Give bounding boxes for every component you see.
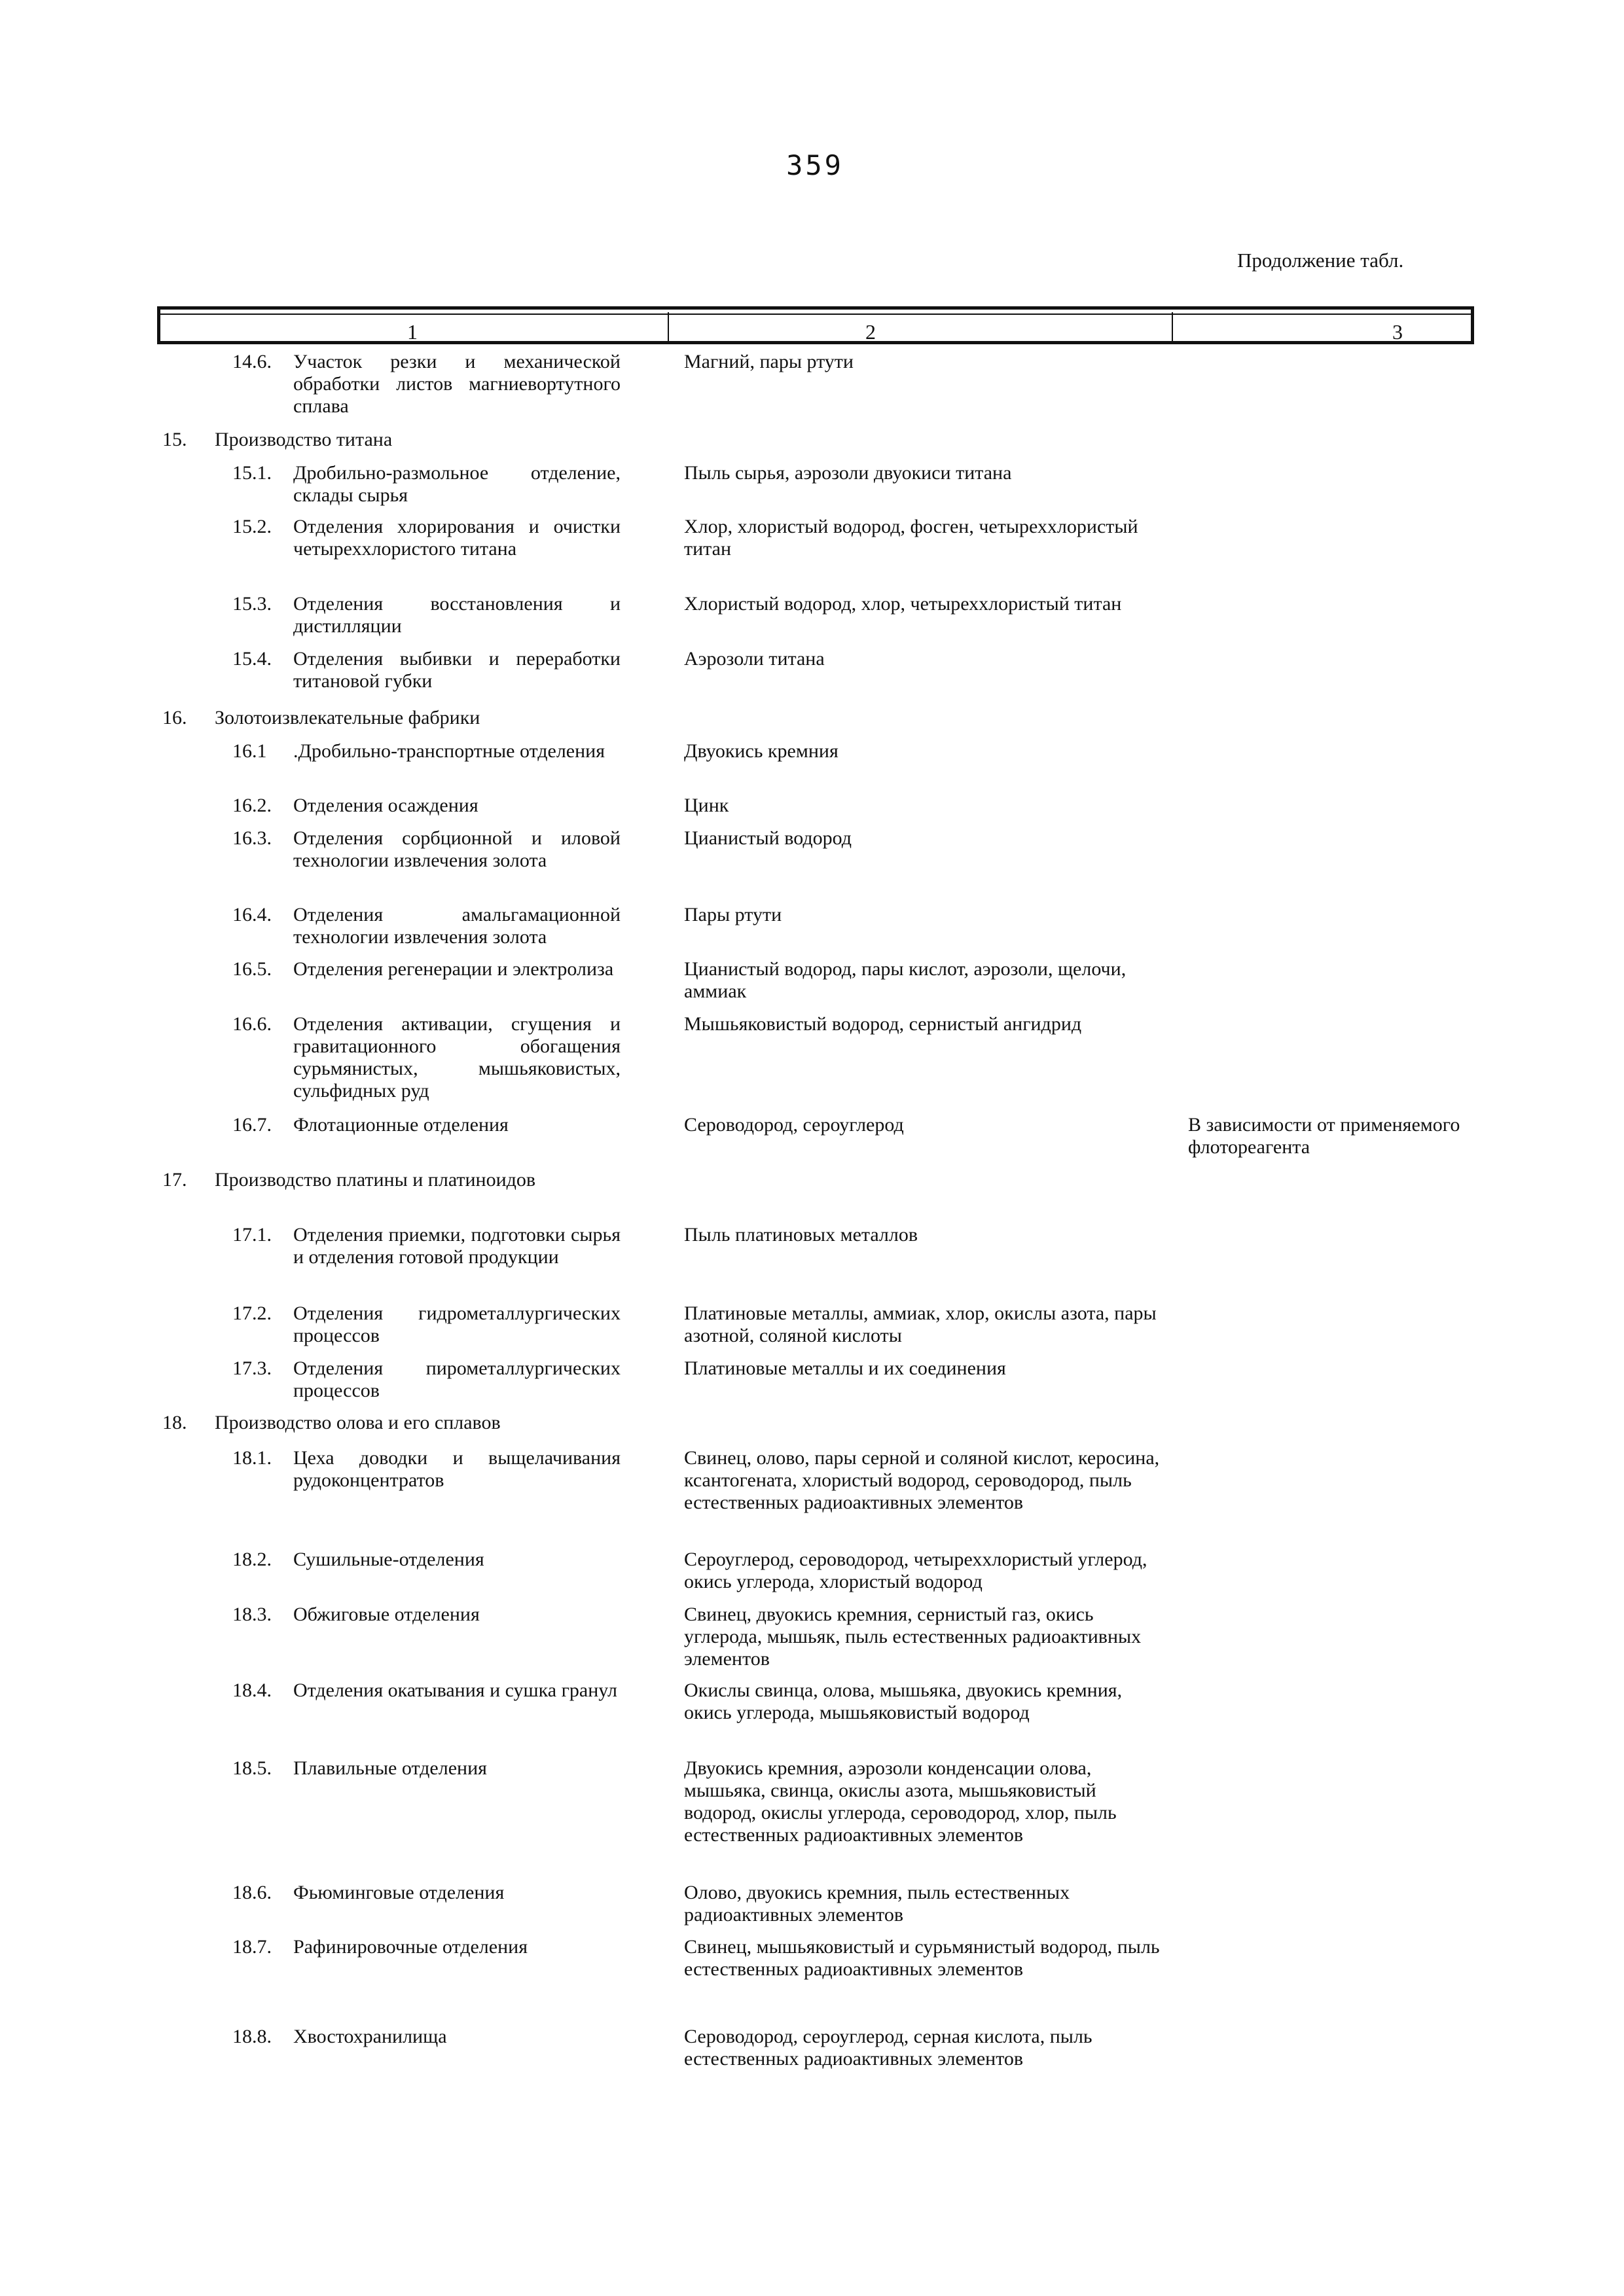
row-substances: Двуокись кремния	[684, 740, 839, 762]
column-divider	[1172, 312, 1173, 341]
section-title: Производство олова и его сплавов	[215, 1412, 501, 1433]
row-substances: Хлористый водород, хлор, четыреххлористый титан	[684, 593, 1122, 615]
row-department: .Дробильно-транспортные отделения	[293, 740, 605, 762]
row-department: Отделения хлорирования и очистки четыреххлористого титана	[293, 516, 621, 560]
row-substances: Окислы свинца, олова, мышьяка, двуокись кремния, окись углерода, мышьяковистый водород	[684, 1679, 1123, 1723]
row-department: Плавильные отделения	[293, 1757, 487, 1779]
row-department: Отделения пирометаллургических процессов	[293, 1357, 621, 1401]
row-number: 18.4.	[232, 1679, 272, 1701]
column-header-1: 1	[407, 320, 418, 344]
row-number: 18.1.	[232, 1447, 272, 1469]
row-department: Фьюминговые отделения	[293, 1882, 505, 1903]
section-number: 17.	[162, 1169, 187, 1191]
row-substances: Свинец, мышьяковистый и сурьмянистый водород, пыль естественных радиоактивных элементов	[684, 1936, 1160, 1980]
row-substances: Пары ртути	[684, 904, 782, 925]
header-double-rule	[160, 314, 1471, 315]
row-substances: Олово, двуокись кремния, пыль естественных радиоактивных элементов	[684, 1882, 1070, 1926]
row-substances: Свинец, двуокись кремния, сернистый газ, окись углерода, мышьяк, пыль естественных радиоактивных элементов	[684, 1604, 1142, 1670]
row-substances: Мышьяковистый водород, сернистый ангидрид	[684, 1013, 1082, 1035]
row-substances: Пыль сырья, аэрозоли двуокиси титана	[684, 462, 1012, 484]
row-number: 15.1.	[232, 462, 272, 484]
row-number: 15.4.	[232, 648, 272, 670]
row-number: 17.1.	[232, 1224, 272, 1246]
row-number: 16.7.	[232, 1114, 272, 1136]
row-department: Цеха доводки и выщелачивания рудоконцентратов	[293, 1447, 621, 1491]
row-substances: Двуокись кремния, аэрозоли конденсации олова, мышьяка, свинца, окислы азота, мышьяковистый водород, окислы углерода, сероводород, хлор, пыль естественных радиоактивных элементов	[684, 1757, 1117, 1846]
row-number: 16.3.	[232, 827, 272, 849]
row-department: Отделения приемки, подготовки сырья и отделения готовой продукции	[293, 1224, 621, 1268]
row-substances: Хлор, хлористый водород, фосген, четыреххлористый титан	[684, 516, 1138, 560]
row-substances: Пыль платиновых металлов	[684, 1224, 918, 1246]
row-department: Флотационные отделения	[293, 1114, 509, 1136]
row-substances: Цианистый водород, пары кислот, аэрозоли, щелочи, аммиак	[684, 958, 1127, 1002]
row-number: 16.4.	[232, 904, 272, 925]
row-substances: Аэрозоли титана	[684, 648, 825, 670]
row-department: Отделения осаждения	[293, 795, 478, 816]
row-department: Отделения регенерации и электролиза	[293, 958, 614, 980]
section-title: Производство платины и платиноидов	[215, 1169, 536, 1191]
table-header	[157, 306, 1474, 344]
row-substances: Сероводород, сероуглерод, серная кислота, пыль естественных радиоактивных элементов	[684, 2026, 1092, 2070]
row-substances: Сероводород, сероуглерод	[684, 1114, 904, 1136]
row-number: 16.2.	[232, 795, 272, 816]
row-substances: Цинк	[684, 795, 729, 816]
row-substances: Свинец, олово, пары серной и соляной кислот, керосина, ксантогената, хлористый водород, сероводород, пыль естественных радиоактивных элементов	[684, 1447, 1160, 1513]
row-department: Хвостохранилища	[293, 2026, 447, 2047]
row-number: 15.2.	[232, 516, 272, 537]
row-department: Отделения сорбционной и иловой технологии извлечения золота	[293, 827, 621, 871]
row-number: 18.5.	[232, 1757, 272, 1779]
row-number: 15.3.	[232, 593, 272, 615]
row-department: Дробильно-размольное отделение, склады сырья	[293, 462, 621, 506]
row-number: 16.1	[232, 740, 267, 762]
section-number: 15.	[162, 429, 187, 450]
row-department: Отделения активации, сгущения и гравитационного обогащения сурьмянистых, мышьяковистых, сульфидных руд	[293, 1013, 621, 1102]
page-number: 359	[786, 149, 844, 181]
section-title: Золотоизвлекательные фабрики	[215, 707, 480, 728]
row-number: 18.2.	[232, 1549, 272, 1570]
row-number: 17.2.	[232, 1302, 272, 1324]
row-department: Отделения выбивки и переработки титановой губки	[293, 648, 621, 692]
row-department: Участок резки и механической обработки листов магниевортутного сплава	[293, 351, 621, 417]
row-department: Сушильные-отделения	[293, 1549, 484, 1570]
row-number: 18.3.	[232, 1604, 272, 1625]
row-note: В зависимости от применяемого флотореагента	[1188, 1114, 1460, 1158]
row-department: Отделения гидрометаллургических процессов	[293, 1302, 621, 1346]
row-substances: Цианистый водород	[684, 827, 852, 849]
column-header-2: 2	[865, 320, 876, 344]
column-header-3: 3	[1392, 320, 1403, 344]
section-number: 18.	[162, 1412, 187, 1433]
row-number: 17.3.	[232, 1357, 272, 1379]
continuation-label: Продолжение табл.	[1237, 249, 1404, 272]
row-substances: Платиновые металлы и их соединения	[684, 1357, 1006, 1379]
row-substances: Платиновые металлы, аммиак, хлор, окислы азота, пары азотной, соляной кислоты	[684, 1302, 1157, 1346]
row-department: Отделения окатывания и сушка гранул	[293, 1679, 617, 1701]
row-substances: Магний, пары ртути	[684, 351, 854, 372]
row-department: Обжиговые отделения	[293, 1604, 480, 1625]
section-title: Производство титана	[215, 429, 393, 450]
row-number: 18.7.	[232, 1936, 272, 1958]
row-department: Рафинировочные отделения	[293, 1936, 528, 1958]
row-number: 18.8.	[232, 2026, 272, 2047]
section-number: 16.	[162, 707, 187, 728]
row-number: 16.5.	[232, 958, 272, 980]
row-number: 14.6.	[232, 351, 272, 372]
row-department: Отделения восстановления и дистилляции	[293, 593, 621, 637]
row-number: 18.6.	[232, 1882, 272, 1903]
row-department: Отделения амальгамационной технологии извлечения золота	[293, 904, 621, 948]
row-number: 16.6.	[232, 1013, 272, 1035]
row-substances: Сероуглерод, сероводород, четыреххлористый углерод, окись углерода, хлористый водород	[684, 1549, 1147, 1592]
